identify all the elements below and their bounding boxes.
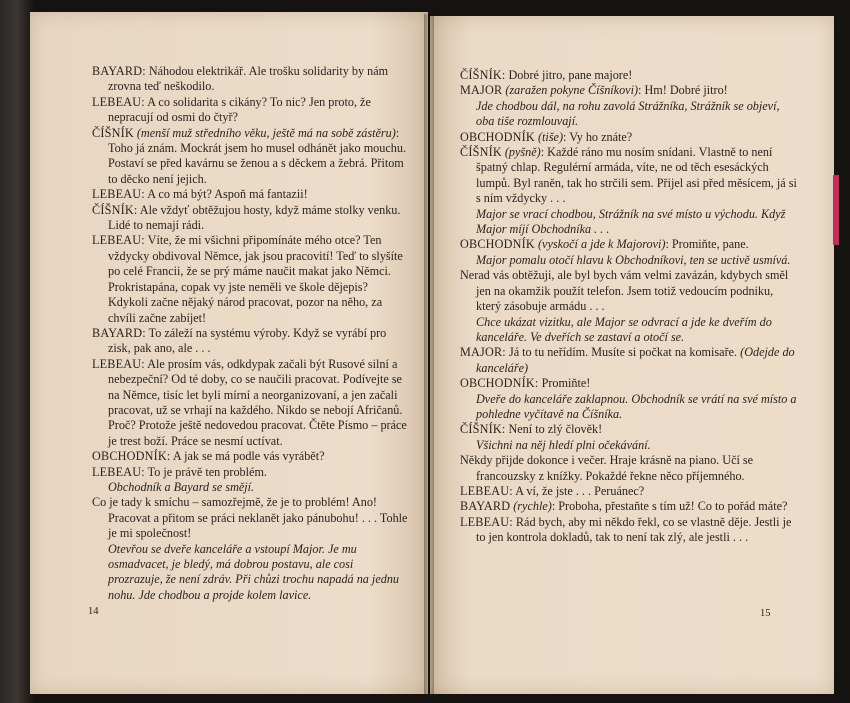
- book-gutter: [424, 14, 434, 694]
- dialogue-line: [460, 68, 800, 83]
- dialogue-line: [92, 95, 408, 126]
- speaker-name: OBCHODNÍK:: [92, 449, 171, 464]
- speaker-name: ČÍŠNÍK:: [460, 68, 506, 82]
- dialogue-text: : Hm! Dobré jitro!: [638, 83, 728, 98]
- inline-direction: (vyskočí a jde k Majorovi): [534, 237, 666, 252]
- speaker-name: LEBEAU:: [92, 356, 145, 371]
- speaker-name: BAYARD:: [92, 64, 146, 78]
- dialogue-continuation: [92, 495, 408, 541]
- dialogue-text: Rád bych, aby mi někdo řekl, co se vlastně děje. Jestli je to jen kontrola dokladů, tak to není tak zlý, ale jestli . . .: [476, 514, 792, 545]
- left-page: [30, 12, 428, 694]
- dialogue-continuation: [460, 268, 800, 314]
- inline-direction: (tiše): [534, 129, 564, 144]
- speaker-name: ČÍŠNÍK: [92, 125, 134, 140]
- dialogue-text: Není to zlý člověk!: [505, 422, 603, 437]
- dialogue-line: [460, 515, 800, 546]
- stage-direction: Obchodník a Bayard se smějí.: [108, 479, 255, 494]
- speaker-name: BAYARD:: [92, 325, 146, 340]
- dialogue-line: [92, 357, 408, 449]
- right-page-number: 15: [760, 608, 771, 619]
- inline-direction: (zaražen pokyne Číšníkovi): [502, 83, 639, 98]
- dialogue-text: : Proboha, přestaňte s tím už! Co to pořád máte?: [551, 499, 788, 514]
- dialogue-text: Náhodou elektrikář. Ale trošku solidarity by nám zrovna teď neškodilo.: [108, 64, 389, 94]
- stage-direction: Otevřou se dveře kanceláře a vstoupí Major. Je mu osmadvacet, je bledý, má dobrou postavu, ale cosi prozrazuje, že není zdráv. Při chůzi trochu napadá na jednu nohu. Jde chodbou a projde kolem lavice.: [108, 541, 400, 602]
- dialogue-text: Já to tu neřídím. Musíte si počkat na komisaře.: [505, 345, 738, 360]
- dialogue-text: : Toho já znám. Mockrát jsem ho musel odhánět jako mouchu. Postaví se před kavárnu se ženou a s děckem a žebrá. Přitom to děcko není jejich.: [108, 125, 407, 186]
- speaker-name: LEBEAU:: [92, 187, 145, 202]
- dialogue-text: Nerad vás obtěžuji, ale byl bych vám velmi zavázán, kdybych směl jen na okamžik použít telefon. Jsem totiž vedoucím podniku, který zásobuje armádu . . .: [460, 268, 789, 314]
- speaker-name: ČÍŠNÍK:: [92, 202, 138, 217]
- dialogue-text: : Promiňte, pane.: [665, 237, 749, 252]
- dialogue-line: [460, 484, 800, 499]
- dialogue-line: [460, 130, 800, 145]
- stage-direction: Všichni na něj hledí plni očekávání.: [476, 437, 651, 452]
- stage-direction: Jde chodbou dál, na rohu zavolá Strážníka, Strážník se objeví, oba tiše rozmlouvají.: [476, 98, 780, 129]
- speaker-name: MAJOR: [460, 83, 503, 98]
- speaker-name: ČÍŠNÍK:: [460, 422, 506, 437]
- dialogue-text: A co má být? Aspoň má fantazii!: [144, 187, 308, 202]
- dialogue-text: A ví, že jste . . . Peruánec?: [512, 483, 645, 498]
- speaker-name: MAJOR:: [460, 345, 506, 360]
- speaker-name: LEBEAU:: [92, 233, 145, 248]
- speaker-name: ČÍŠNÍK: [460, 145, 502, 160]
- dialogue-line: [460, 376, 800, 391]
- dialogue-line: [460, 145, 800, 207]
- inline-direction: (rychle): [510, 499, 552, 514]
- speaker-name: LEBEAU:: [460, 483, 513, 498]
- dialogue-line: [92, 233, 408, 325]
- speaker-name: LEBEAU:: [460, 514, 513, 529]
- dialogue-line: [460, 83, 800, 98]
- dialogue-text: Víte, že mi všichni připomínáte mého otce? Ten vždycky obdivoval Němce, jak jsou pracovití! Teď to slyšíte po celé Francii, že se prý máme naučit makat jako Němci. Prokristapána, copak vy jste neměli ve škole dějepis? Kdykoli začne nějaký národ pracovat, pozor na něho, za chvíli začne zabíjet!: [108, 233, 403, 325]
- speaker-name: LEBEAU:: [92, 94, 145, 109]
- speaker-name: OBCHODNÍK: [460, 129, 535, 144]
- left-page-text: [92, 64, 408, 603]
- stage-direction: Major pomalu otočí hlavu k Obchodníkovi, ten se uctivě usmívá.: [476, 252, 791, 267]
- dialogue-text: Ale prosím vás, odkdypak začali být Rusové silní a nebezpeční? Od té doby, co se naučili pracovat. Podívejte se na Němce, tisíc let byli mírní a neorganizovaní, a jen začali pracovat, už se vrhají na každého. Nikdo se nebojí Afričanů. Proč? Protože ještě nedovedou pracovat. Čtěte Písmo – práce je trest boží. Práce se nesmí uctívat.: [108, 356, 407, 448]
- dialogue-text: : Každé ráno mu nosím snídani. Vlastně to není špatný chlap. Regulérní armáda, víte, ne od těch esesáckých lumpů. Byl raněn, tak ho strčili sem. Přijel asi před měsícem, já si s ním vždycky . . .: [476, 145, 797, 206]
- dialogue-line: [92, 203, 408, 234]
- dialogue-text: To je právě ten problém.: [144, 464, 267, 479]
- speaker-name: BAYARD: [460, 499, 511, 514]
- left-page-number: 14: [88, 606, 99, 617]
- speaker-name: LEBEAU:: [92, 464, 145, 479]
- dialogue-text: Promiňte!: [538, 376, 591, 391]
- stage-direction: Chce ukázat vizitku, ale Major se odvrací a jde ke dveřím do kanceláře. Ve dveřích se zastaví a otočí se.: [476, 314, 772, 344]
- speaker-name: OBCHODNÍK:: [460, 376, 539, 391]
- dialogue-line: [460, 345, 800, 376]
- inline-direction: (Odejde do kanceláře): [476, 345, 795, 375]
- dialogue-text: To záleží na systému výroby. Když se vyrábí pro zisk, pak ano, ale . . .: [108, 325, 387, 356]
- stage-direction: Major se vrací chodbou, Strážník na své místo u východu. Když Major míjí Obchodníka . . .: [476, 206, 786, 237]
- speaker-name: OBCHODNÍK: [460, 237, 535, 252]
- dialogue-text: Někdy přijde dokonce i večer. Hraje krásně na piano. Učí se francouzsky z knížky. Pokaždé řekne něco příjemného.: [460, 453, 754, 483]
- dialogue-line: [92, 326, 408, 357]
- dialogue-line: [460, 499, 800, 514]
- dialogue-continuation: [460, 453, 800, 484]
- stage-direction: Dveře do kanceláře zaklapnou. Obchodník se vrátí na své místo a pohledne vyčítavě na Číšníka.: [476, 391, 797, 421]
- dialogue-line: [92, 64, 408, 95]
- dialogue-text: : Vy ho znáte?: [563, 129, 633, 144]
- dialogue-text: Ale vždyť obtěžujou hosty, když máme stolky venku. Lidé to nemají rádi.: [108, 202, 401, 233]
- right-page: [430, 16, 834, 694]
- dialogue-line: [92, 187, 408, 202]
- inline-direction: (menší muž středního věku, ještě má na sobě zástěru): [133, 125, 396, 140]
- dialogue-text: A jak se má podle vás vyrábět?: [170, 449, 325, 464]
- dialogue-line: [460, 422, 800, 437]
- bookmark-ribbon: [833, 175, 839, 245]
- dialogue-line: [92, 126, 408, 188]
- dialogue-text: A co solidarita s cikány? To nic? Jen proto, že nepracují od osmi do čtyř?: [108, 94, 371, 125]
- dialogue-line: [92, 465, 408, 480]
- inline-direction: (pyšně): [501, 145, 541, 160]
- dialogue-text: Dobré jitro, pane majore!: [505, 68, 633, 82]
- dialogue-line: [460, 237, 800, 252]
- dialogue-line: [92, 449, 408, 464]
- dialogue-text: Co je tady k smíchu – samozřejmě, že je to problém! Ano! Pracovat a přitom se práci neklanět jako pánubohu! . . . Tohle je mi společnost!: [92, 495, 408, 541]
- right-page-text: [460, 68, 800, 546]
